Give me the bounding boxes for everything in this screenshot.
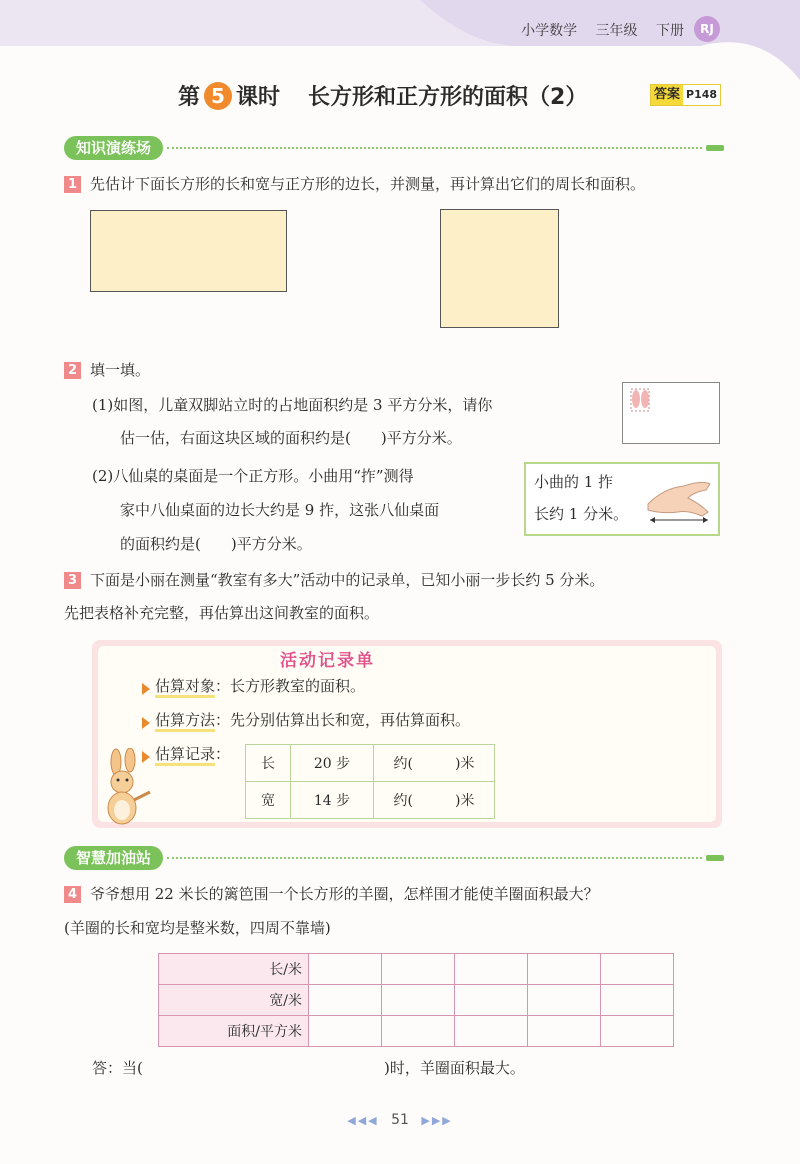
section-header-practice (64, 136, 724, 160)
question-2-text: 填一填。 (90, 361, 151, 379)
question-3-line2: 先把表格补充完整，再估算出这间教室的面积。 (64, 604, 380, 622)
record-row-answer[interactable]: 约( )米 (374, 745, 495, 782)
title-suffix: 课时 (236, 85, 281, 110)
bullet-icon (142, 683, 150, 695)
estimate-object-text: ：长方形教室的面积。 (215, 677, 366, 695)
question-number-3: 3 (64, 572, 81, 589)
feet-area-figure (622, 382, 720, 444)
table-cell[interactable] (309, 954, 382, 985)
table-cell[interactable] (528, 954, 601, 985)
table-cell[interactable] (382, 985, 455, 1016)
table-cell[interactable] (528, 985, 601, 1016)
answer-badge[interactable] (650, 84, 721, 106)
estimate-record-colon: ： (215, 745, 231, 763)
pencil-icon (706, 855, 724, 861)
table-cell[interactable] (455, 1016, 528, 1047)
answer-page: P148 (683, 85, 720, 105)
header-band (0, 0, 800, 80)
hand-note-line2: 长约 1 分米。 (534, 505, 629, 523)
table-cell[interactable] (528, 1016, 601, 1047)
table-cell[interactable] (382, 954, 455, 985)
question-1-text: 先估计下面长方形的长和宽与正方形的边长，并测量，再计算出它们的周长和面积。 (90, 175, 646, 193)
question-3-line1: 下面是小丽在测量“教室有多大”活动中的记录单，已知小丽一步长约 5 分米。 (90, 571, 605, 589)
bullet-icon (142, 717, 150, 729)
table-cell[interactable] (382, 1016, 455, 1047)
square-shape (440, 209, 559, 328)
estimate-record (155, 744, 230, 764)
right-arrows-icon: ▶▶▶ (421, 1114, 453, 1127)
page-footer (0, 1112, 800, 1128)
record-row-name: 长 (246, 745, 291, 782)
record-row-answer[interactable]: 约( )米 (374, 782, 495, 819)
question-4-line2: (羊圈的长和宽均是整米数，四周不靠墙) (64, 919, 331, 937)
question-number-4: 4 (64, 886, 81, 903)
q2-part2-line2: 家中八仙桌面的边长大约是 9 拃，这张八仙桌面 (120, 501, 440, 519)
table-cell[interactable] (601, 1016, 674, 1047)
table-row (159, 954, 674, 985)
page-title (178, 80, 587, 111)
table-row (159, 1016, 674, 1047)
q2-part2-line1: (2)八仙桌的桌面是一个正方形。小曲用“拃”测得 (92, 467, 414, 485)
section-label-practice: 知识演练场 (64, 136, 163, 160)
answer-label: 答案 (651, 85, 683, 105)
pencil-icon (706, 145, 724, 151)
hand-note-line1: 小曲的 1 拃 (534, 473, 614, 491)
section-header-challenge (64, 846, 724, 870)
title-prefix: 第 (178, 85, 201, 110)
q2-part2-line3: 的面积约是( )平方分米。 (120, 535, 312, 553)
q2-part1-line1: (1)如图，儿童双脚站立时的占地面积约是 3 平方分米，请你 (92, 396, 493, 414)
record-row-steps: 14 步 (291, 782, 374, 819)
estimate-object-label: 估算对象 (155, 677, 215, 698)
table-header-width: 宽/米 (159, 985, 309, 1016)
table-cell[interactable] (309, 985, 382, 1016)
section-label-challenge: 智慧加油站 (64, 846, 163, 870)
page-number: 51 (391, 1112, 409, 1128)
q2-part1-line2: 估一估，右面这块区域的面积约是( )平方分米。 (120, 429, 462, 447)
table-cell[interactable] (601, 985, 674, 1016)
answer-suffix: )时，羊圈面积最大。 (384, 1059, 525, 1077)
sheep-pen-table (158, 953, 674, 1047)
question-4-line1: 爷爷想用 22 米长的篱笆围一个长方形的羊圈，怎样围才能使羊圈面积最大？ (90, 885, 599, 903)
activity-title: 活动记录单 (280, 651, 375, 671)
table-row (246, 745, 495, 782)
question-number-1: 1 (64, 176, 81, 193)
estimate-method-label: 估算方法 (155, 711, 215, 732)
estimate-method-text: ：先分别估算出长和宽，再估算面积。 (215, 711, 471, 729)
record-row-steps: 20 步 (291, 745, 374, 782)
edition-badge: RJ (694, 16, 720, 42)
question-number-2: 2 (64, 362, 81, 379)
header-subject: 小学数学 (521, 23, 578, 39)
table-cell[interactable] (455, 954, 528, 985)
table-row (159, 985, 674, 1016)
estimate-method (155, 710, 470, 730)
table-header-area: 面积/平方米 (159, 1016, 309, 1047)
header-volume: 下册 (656, 23, 684, 39)
record-row-name: 宽 (246, 782, 291, 819)
estimate-record-label: 估算记录 (155, 745, 215, 766)
title-main: 长方形和正方形的面积（2） (308, 85, 588, 110)
estimate-object (155, 676, 365, 696)
table-row (246, 782, 495, 819)
left-arrows-icon: ◀◀◀ (347, 1114, 379, 1127)
table-cell[interactable] (601, 954, 674, 985)
rabbit-icon (94, 748, 154, 828)
header-info (507, 20, 684, 40)
hand-span-icon (644, 470, 714, 526)
rectangle-shape (90, 210, 287, 292)
hand-span-box (524, 462, 720, 536)
header-grade: 三年级 (595, 23, 638, 39)
lesson-number: 5 (204, 82, 232, 110)
answer-prefix: 答：当( (92, 1059, 143, 1077)
table-header-length: 长/米 (159, 954, 309, 985)
table-cell[interactable] (309, 1016, 382, 1047)
record-table (245, 744, 495, 819)
table-cell[interactable] (455, 985, 528, 1016)
footprint-icon (623, 383, 719, 443)
